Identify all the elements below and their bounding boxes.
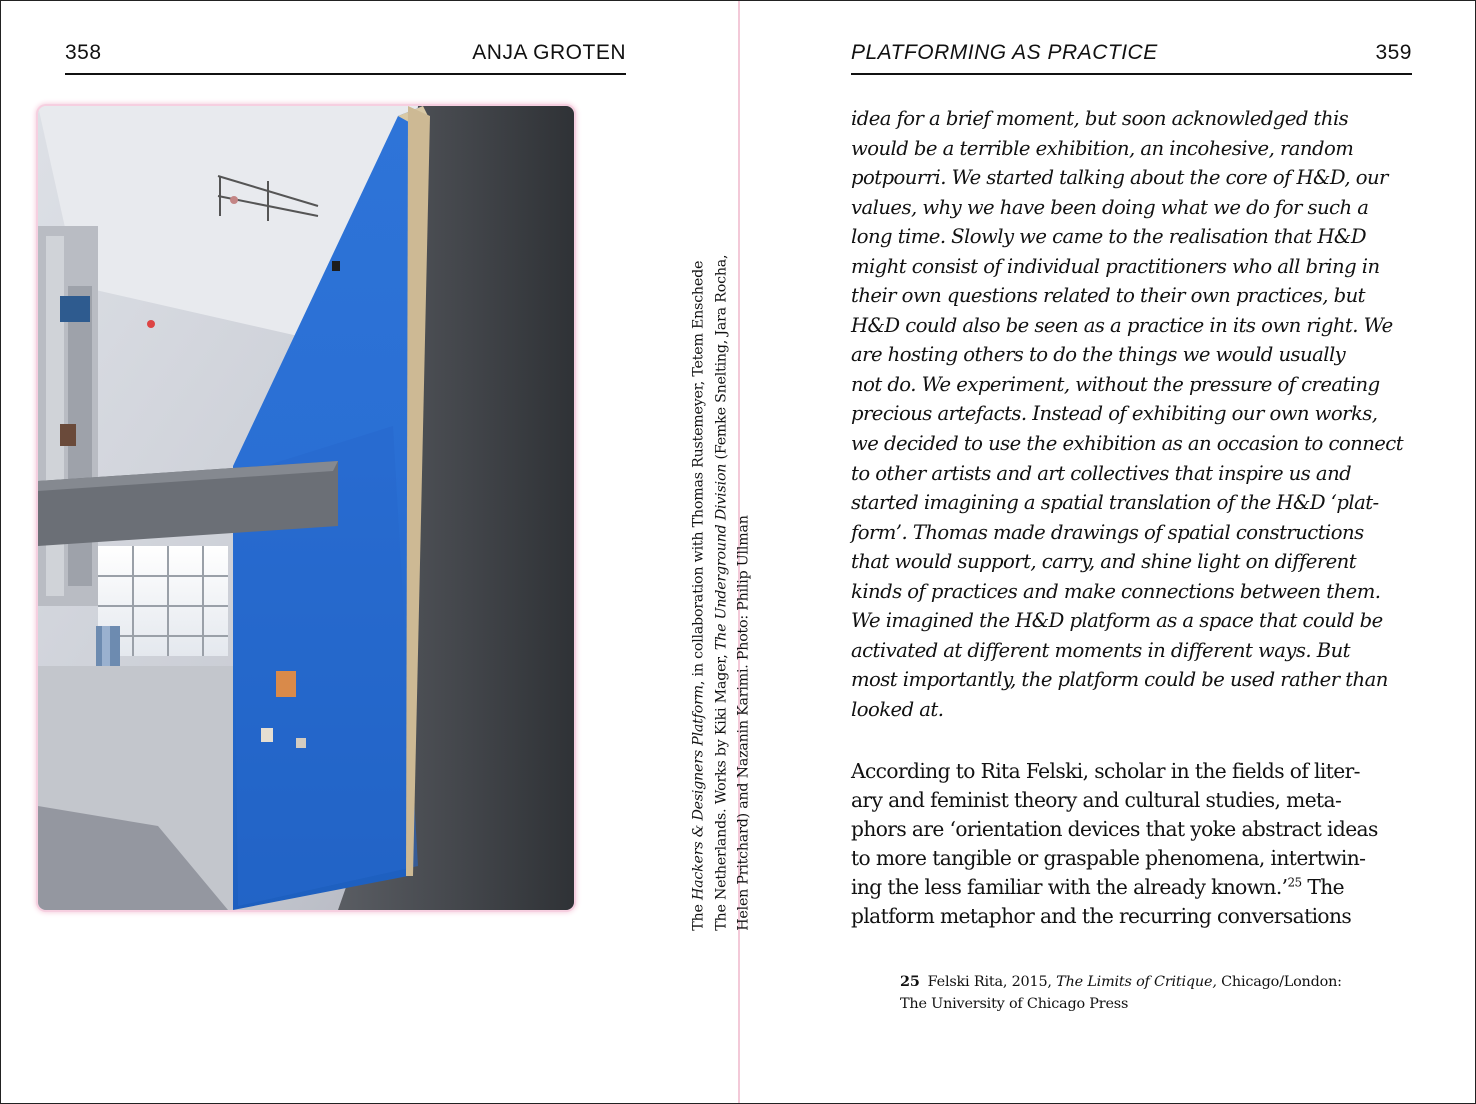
- text-line: ary and feminist theory and cultural studies, meta-: [851, 788, 1342, 813]
- text-line-part: ing the less familiar with the already known.’: [851, 875, 1288, 900]
- text-line: looked at.: [851, 697, 944, 721]
- text-line: platform metaphor and the recurring conversations: [851, 904, 1352, 929]
- left-page-number: 358: [65, 41, 102, 64]
- caption-italic-title: Hackers & Designers Platform: [690, 685, 707, 901]
- exhibition-photo: [38, 106, 574, 910]
- footnote: [900, 971, 1400, 1015]
- text-line: We imagined the H&D platform as a space that could be: [851, 609, 1383, 633]
- text-line: most importantly, the platform could be used rather than: [851, 668, 1388, 692]
- text-line: we decided to use the exhibition as an occasion to connect: [851, 432, 1404, 456]
- text-line: long time. Slowly we came to the realisation that H&D: [851, 225, 1366, 249]
- footnote-line-2: The University of Chicago Press: [900, 996, 1129, 1012]
- footnote-book-title: The Limits of Critique,: [1056, 974, 1217, 990]
- caption-line-2: [710, 191, 733, 931]
- text-line: to other artists and art collectives that inspire us and: [851, 461, 1352, 485]
- text-line: phors are ‘orientation devices that yoke abstract ideas: [851, 817, 1378, 842]
- caption-line-1: [687, 191, 710, 931]
- text-line: idea for a brief moment, but soon acknowledged this: [851, 107, 1349, 130]
- right-page-number: 359: [1375, 41, 1412, 64]
- exhibition-photo-image: [38, 106, 574, 910]
- left-running-head: ANJA GROTEN: [472, 41, 626, 64]
- text-line: kinds of practices and make connections between them.: [851, 579, 1381, 603]
- left-page: [1, 1, 752, 1103]
- text-line: their own questions related to their own practices, but: [851, 284, 1366, 308]
- text-line: activated at different moments in different ways. But: [851, 638, 1350, 662]
- text-line: to more tangible or graspable phenomena, intertwin-: [851, 846, 1366, 871]
- caption-line-3: Helen Pritchard) and Nazanin Karimi. Photo: Philip Ullman: [735, 515, 752, 931]
- caption-text: , in collaboration with Thomas Rustemeyer, Tetem Enschede: [690, 260, 707, 686]
- right-page-header: [851, 39, 1412, 75]
- caption-italic-title: The Underground Division: [712, 463, 729, 651]
- text-line: [851, 873, 1421, 902]
- text-line: that would support, carry, and shine light on different: [851, 550, 1357, 574]
- text-line: H&D could also be seen as a practice in its own right. We: [851, 313, 1393, 337]
- text-line: form’. Thomas made drawings of spatial constructions: [851, 520, 1364, 544]
- right-page: [740, 1, 1475, 1103]
- body-paragraph: [851, 757, 1421, 932]
- footnote-text: Felski Rita, 2015,: [927, 974, 1057, 990]
- italic-quote-paragraph: [851, 104, 1421, 724]
- text-line: potpourri. We started talking about the core of H&D, our: [851, 166, 1388, 190]
- text-line: precious artefacts. Instead of exhibiting our own works,: [851, 402, 1378, 426]
- footnote-line-1: [900, 971, 1400, 993]
- text-line: started imagining a spatial translation of the H&D ‘plat-: [851, 491, 1379, 515]
- text-line-part: The: [1301, 875, 1344, 900]
- text-line: not do. We experiment, without the pressure of creating: [851, 372, 1380, 396]
- text-line: would be a terrible exhibition, an incohesive, random: [851, 136, 1354, 160]
- text-line: values, why we have been doing what we do for such a: [851, 195, 1369, 219]
- footnote-reference[interactable]: 25: [1287, 875, 1302, 890]
- text-line: are hosting others to do the things we would usually: [851, 343, 1346, 367]
- caption-text: The: [690, 900, 707, 931]
- right-running-head: PLATFORMING AS PRACTICE: [851, 41, 1158, 64]
- text-line: According to Rita Felski, scholar in the fields of liter-: [851, 759, 1360, 783]
- caption-text: The Netherlands. Works by Kiki Mager,: [712, 650, 729, 931]
- left-page-header: [65, 39, 626, 75]
- footnote-text: Chicago/London:: [1216, 974, 1342, 990]
- text-line: might consist of individual practitioners who all bring in: [851, 254, 1380, 278]
- footnote-number: 25: [900, 973, 920, 990]
- caption-text: (Femke Snelting, Jara Rocha,: [712, 254, 729, 464]
